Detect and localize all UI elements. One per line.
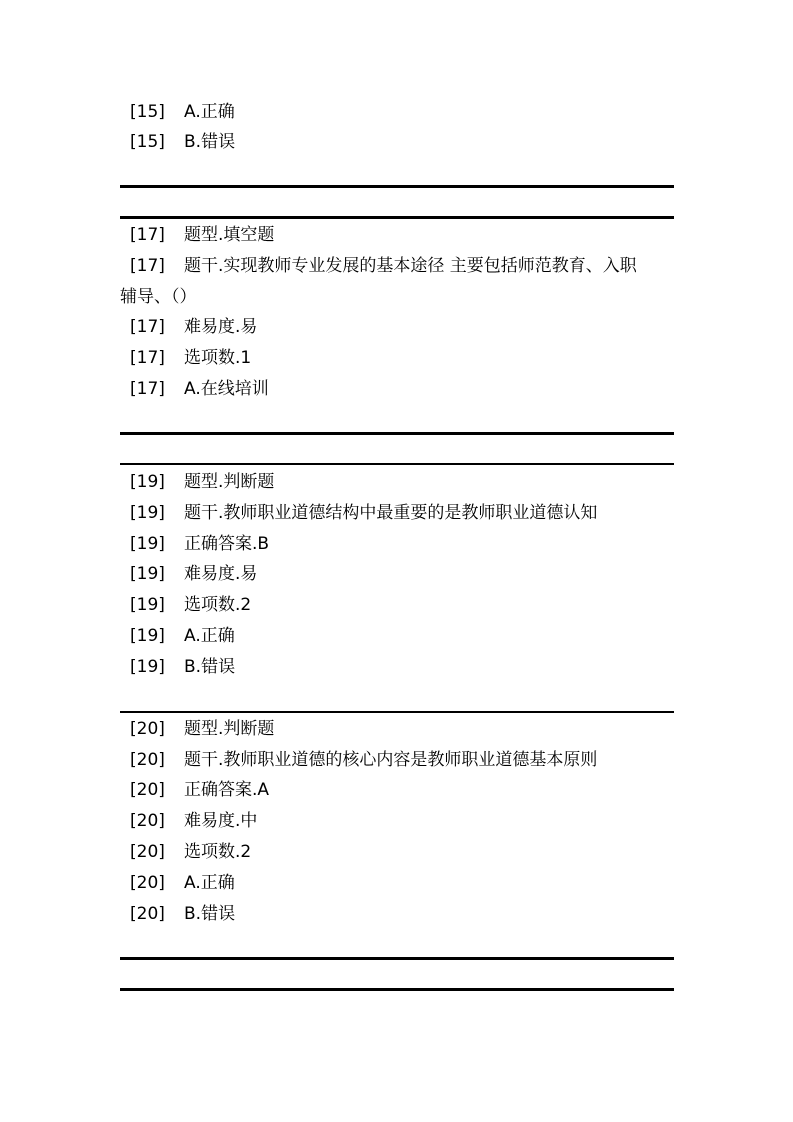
divider (120, 432, 674, 435)
line-text: A.在线培训 (184, 379, 269, 399)
question-number: [19] (130, 626, 165, 646)
line-text: 题干.教师职业道德的核心内容是教师职业道德基本原则 (184, 750, 598, 770)
divider (120, 463, 674, 465)
question-17-option-count (130, 347, 251, 369)
question-number: [17] (130, 256, 165, 276)
question-17-stem-continuation: 辅导、（） (120, 287, 197, 307)
divider (120, 988, 674, 991)
divider (120, 957, 674, 960)
divider (120, 711, 674, 713)
question-17-type (130, 224, 274, 246)
question-19-option-a (130, 625, 235, 647)
question-number: [20] (130, 842, 165, 862)
line-text: 题型.填空题 (184, 225, 275, 245)
divider (120, 185, 674, 188)
question-number: [15] (130, 132, 165, 152)
question-number: [19] (130, 534, 165, 554)
question-17-option-a (130, 378, 269, 400)
line-text: 题干.实现教师专业发展的基本途径 主要包括师范教育、入职 (184, 256, 637, 276)
question-number: [20] (130, 780, 165, 800)
question-20-option-b (130, 903, 235, 925)
line-text: 题型.判断题 (184, 719, 275, 739)
question-19-answer (130, 533, 269, 555)
question-number: [20] (130, 904, 165, 924)
line-text: B.错误 (184, 904, 236, 924)
question-number: [19] (130, 595, 165, 615)
line-text: A.正确 (184, 626, 235, 646)
question-number: [20] (130, 811, 165, 831)
line-text: B.错误 (184, 132, 236, 152)
question-20-option-a (130, 872, 235, 894)
question-19-type (130, 471, 274, 493)
question-19-difficulty (130, 563, 257, 585)
line-text: B.错误 (184, 657, 236, 677)
question-number: [15] (130, 102, 165, 122)
question-number: [20] (130, 873, 165, 893)
line-text: 选项数.1 (184, 348, 252, 368)
line-text: 难易度.易 (184, 317, 258, 337)
question-number: [17] (130, 225, 165, 245)
line-text: 选项数.2 (184, 842, 252, 862)
question-15-option-a (130, 101, 235, 123)
line-text: A.正确 (184, 102, 235, 122)
question-17-difficulty (130, 316, 257, 338)
question-number: [17] (130, 317, 165, 337)
question-number: [20] (130, 750, 165, 770)
line-text: 选项数.2 (184, 595, 252, 615)
question-19-stem (130, 502, 597, 524)
question-number: [19] (130, 472, 165, 492)
question-20-difficulty (130, 810, 257, 832)
question-20-stem (130, 749, 597, 771)
question-number: [19] (130, 657, 165, 677)
question-number: [17] (130, 348, 165, 368)
line-text: 题型.判断题 (184, 472, 275, 492)
line-text: 题干.教师职业道德结构中最重要的是教师职业道德认知 (184, 503, 598, 523)
line-text: 难易度.易 (184, 564, 258, 584)
line-text: 正确答案.B (184, 534, 270, 554)
question-15-option-b (130, 131, 235, 153)
line-text: 难易度.中 (184, 811, 258, 831)
question-number: [19] (130, 503, 165, 523)
question-20-option-count (130, 841, 251, 863)
question-number: [20] (130, 719, 165, 739)
question-number: [19] (130, 564, 165, 584)
line-text: 正确答案.A (184, 780, 270, 800)
question-19-option-count (130, 594, 251, 616)
question-20-type (130, 718, 274, 740)
line-text: A.正确 (184, 873, 235, 893)
question-20-answer (130, 779, 269, 801)
question-17-stem (130, 255, 637, 277)
divider (120, 216, 674, 219)
question-19-option-b (130, 656, 235, 678)
question-number: [17] (130, 379, 165, 399)
